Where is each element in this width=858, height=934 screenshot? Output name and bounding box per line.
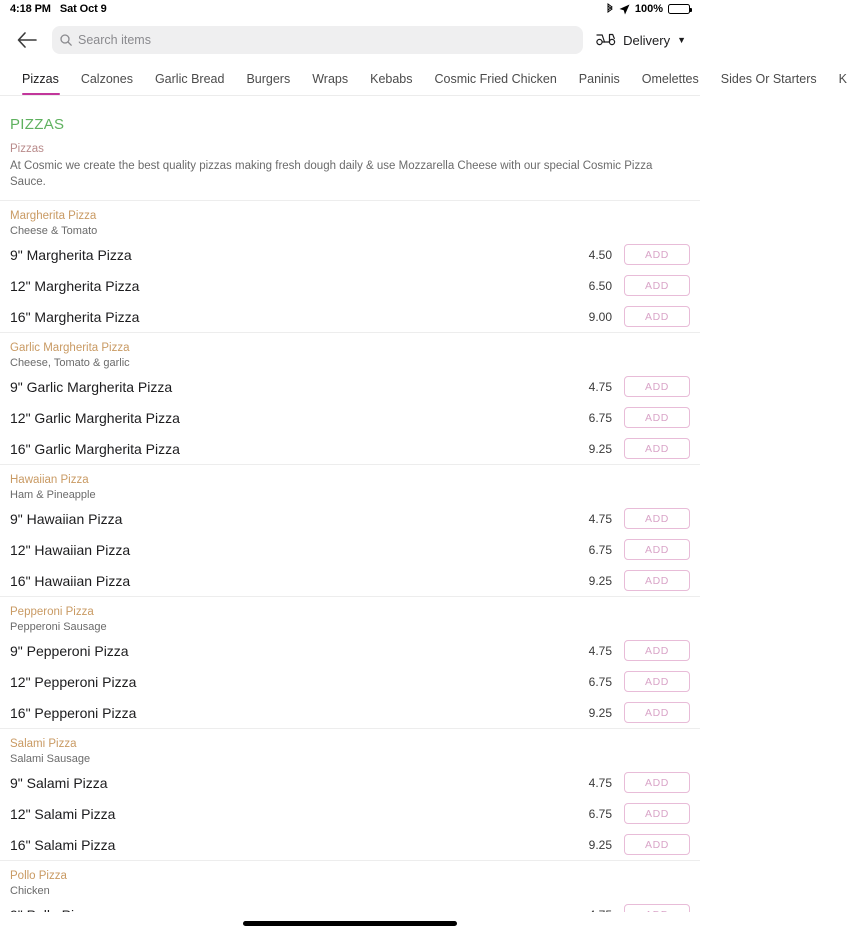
- menu-item-name: 9" Garlic Margherita Pizza: [10, 378, 173, 395]
- menu-group-header: [0, 465, 700, 503]
- menu-item-price: 4.75: [588, 511, 612, 526]
- add-item-button[interactable]: ADD: [624, 244, 690, 265]
- menu-intro-name: Pizzas: [10, 143, 44, 155]
- menu-item-price: 6.75: [588, 806, 612, 821]
- add-item-button[interactable]: ADD: [624, 772, 690, 793]
- delivery-mode-button[interactable]: [595, 31, 686, 49]
- menu-group: [0, 464, 700, 596]
- tab-omelettes[interactable]: Omelettes: [641, 71, 699, 86]
- menu-item-row[interactable]: [0, 433, 700, 464]
- add-item-button[interactable]: ADD: [624, 834, 690, 855]
- tab-cosmic-fried-chicken[interactable]: Cosmic Fried Chicken: [434, 71, 557, 86]
- menu-item-price: 4.75: [588, 775, 612, 790]
- status-time: 4:18 PM: [10, 3, 51, 15]
- menu-group-name: Salami Pizza: [10, 738, 77, 751]
- battery-icon: [668, 4, 690, 14]
- menu-group-name: Pollo Pizza: [10, 870, 67, 883]
- menu-group-description: Pepperoni Sausage: [10, 621, 107, 634]
- bluetooth-icon: [606, 3, 614, 15]
- menu-item-price: 4.75: [588, 643, 612, 658]
- menu-item-row[interactable]: [0, 503, 700, 534]
- menu-item-price: 9.25: [588, 573, 612, 588]
- menu-item-name: 12" Salami Pizza: [10, 805, 116, 822]
- menu-group-description: Salami Sausage: [10, 753, 91, 766]
- search-icon: [60, 34, 72, 46]
- menu-item-name: 16" Garlic Margherita Pizza: [10, 440, 180, 457]
- menu-groups: [0, 200, 700, 930]
- tab-kebabs[interactable]: Kebabs: [370, 71, 413, 86]
- menu-group-header: [0, 861, 700, 899]
- status-date: Sat Oct 9: [59, 3, 107, 15]
- menu-item-price: 6.75: [588, 542, 612, 557]
- tab-sides-or-starters[interactable]: Sides Or Starters: [720, 71, 817, 86]
- menu-item-row[interactable]: [0, 402, 700, 433]
- menu-item-price: 9.25: [588, 837, 612, 852]
- menu-item-row[interactable]: [0, 270, 700, 301]
- search-input[interactable]: [52, 26, 583, 54]
- menu-item-name: 12" Hawaiian Pizza: [10, 541, 131, 558]
- menu-item-row[interactable]: [0, 767, 700, 798]
- menu-item-row[interactable]: [0, 829, 700, 860]
- page-title: PIZZAS: [10, 116, 65, 133]
- menu-item-name: 16" Hawaiian Pizza: [10, 572, 131, 589]
- search-placeholder: Search items: [78, 33, 151, 47]
- battery-percent: 100%: [634, 3, 663, 15]
- menu-item-row[interactable]: [0, 371, 700, 402]
- add-item-button[interactable]: ADD: [624, 671, 690, 692]
- location-arrow-icon: [619, 4, 630, 15]
- menu-item-name: 16" Salami Pizza: [10, 836, 116, 853]
- chevron-down-icon: ▼: [677, 35, 686, 45]
- menu-content: [0, 96, 700, 934]
- menu-item-price: 9.25: [588, 441, 612, 456]
- delivery-label: Delivery: [623, 32, 671, 48]
- add-item-button[interactable]: ADD: [624, 570, 690, 591]
- menu-item-row[interactable]: [0, 666, 700, 697]
- add-item-button[interactable]: ADD: [624, 539, 690, 560]
- add-item-button[interactable]: ADD: [624, 508, 690, 529]
- menu-item-price: 4.75: [588, 379, 612, 394]
- tab-wraps[interactable]: Wraps: [312, 71, 349, 86]
- menu-item-row[interactable]: [0, 534, 700, 565]
- add-item-button[interactable]: ADD: [624, 640, 690, 661]
- top-bar: [0, 18, 700, 62]
- menu-intro-description: At Cosmic we create the best quality pizzas making fresh dough daily & use Mozzarella Cheese with our special Cosmic Pizza Sauce.: [10, 160, 653, 188]
- menu-item-name: 12" Margherita Pizza: [10, 277, 140, 294]
- back-button[interactable]: [14, 27, 40, 53]
- tab-calzones[interactable]: Calzones: [80, 71, 133, 86]
- menu-group-name: Hawaiian Pizza: [10, 474, 89, 487]
- menu-item-price: 6.75: [588, 410, 612, 425]
- menu-group-description: Cheese & Tomato: [10, 225, 98, 238]
- status-bar: [0, 0, 700, 18]
- menu-group-header: [0, 333, 700, 371]
- menu-item-name: 16" Pepperoni Pizza: [10, 704, 137, 721]
- menu-item-row[interactable]: [0, 697, 700, 728]
- menu-group: [0, 332, 700, 464]
- menu-item-row[interactable]: [0, 239, 700, 270]
- add-item-button[interactable]: ADD: [624, 702, 690, 723]
- menu-item-row[interactable]: [0, 301, 700, 332]
- tab-garlic-bread[interactable]: Garlic Bread: [154, 71, 225, 86]
- menu-item-name: 9" Hawaiian Pizza: [10, 510, 123, 527]
- tab-pizzas[interactable]: Pizzas: [12, 62, 70, 95]
- tab-k[interactable]: K: [838, 71, 847, 86]
- menu-group-header: [0, 729, 700, 767]
- add-item-button[interactable]: ADD: [624, 407, 690, 428]
- menu-group-name: Garlic Margherita Pizza: [10, 342, 130, 355]
- menu-group: [0, 200, 700, 332]
- menu-item-row[interactable]: [0, 565, 700, 596]
- home-indicator: [0, 912, 700, 934]
- add-item-button[interactable]: ADD: [624, 376, 690, 397]
- menu-item-price: 9.00: [588, 309, 612, 324]
- menu-group: [0, 596, 700, 728]
- menu-item-name: 12" Pepperoni Pizza: [10, 673, 137, 690]
- menu-item-row[interactable]: [0, 635, 700, 666]
- menu-item-name: 12" Garlic Margherita Pizza: [10, 409, 180, 426]
- tab-burgers[interactable]: Burgers: [246, 71, 291, 86]
- menu-group-name: Margherita Pizza: [10, 210, 97, 223]
- menu-group-header: [0, 201, 700, 239]
- menu-intro: [0, 143, 700, 200]
- scooter-icon: [595, 31, 617, 49]
- menu-group-description: Cheese, Tomato & garlic: [10, 357, 130, 370]
- menu-group-header: [0, 597, 700, 635]
- menu-item-row[interactable]: [0, 798, 700, 829]
- menu-group-description: Ham & Pineapple: [10, 489, 96, 502]
- tab-paninis[interactable]: Paninis: [578, 71, 620, 86]
- menu-group-description: Chicken: [10, 885, 50, 898]
- add-item-button[interactable]: ADD: [624, 803, 690, 824]
- menu-item-price: 9.25: [588, 705, 612, 720]
- menu-item-name: 9" Margherita Pizza: [10, 246, 132, 263]
- add-item-button[interactable]: ADD: [624, 438, 690, 459]
- category-tabs[interactable]: [0, 62, 847, 96]
- menu-group-name: Pepperoni Pizza: [10, 606, 94, 619]
- menu-group: [0, 728, 700, 860]
- menu-item-price: 6.50: [588, 278, 612, 293]
- menu-item-name: 16" Margherita Pizza: [10, 308, 140, 325]
- menu-item-price: 4.50: [588, 247, 612, 262]
- add-item-button[interactable]: ADD: [624, 306, 690, 327]
- menu-item-name: 9" Salami Pizza: [10, 774, 108, 791]
- menu-item-name: 9" Pepperoni Pizza: [10, 642, 129, 659]
- add-item-button[interactable]: ADD: [624, 275, 690, 296]
- menu-item-price: 6.75: [588, 674, 612, 689]
